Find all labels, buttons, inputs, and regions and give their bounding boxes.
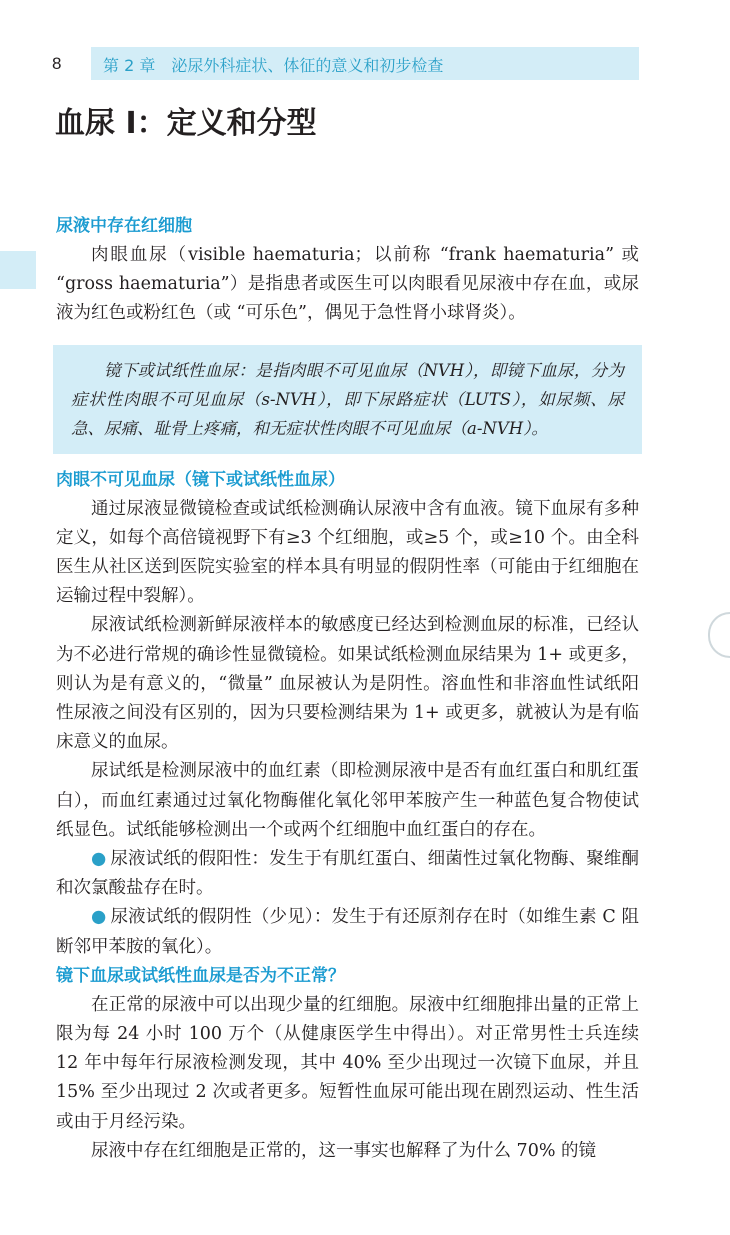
section-heading-rbc-in-urine: 尿液中存在红细胞 <box>56 216 192 236</box>
margin-watermark-mark <box>708 612 730 658</box>
paragraph: 尿试纸是检测尿液中的血红素（即检测尿液中是否有血红蛋白和肌红蛋白），而血红素通过过氧化物酶催化氧化邻甲苯胺产生一种蓝色复合物使试纸显色。试纸能够检测出一个或两个红细胞中血红蛋白的存在。 <box>56 761 639 840</box>
paragraph: 肉眼血尿（visible haematuria；以前称 “frank haematuria” 或 “gross haematuria”）是指患者或医生可以肉眼看见尿液中存在血，或尿液为红色或粉红色（或 “可乐色”，偶见于急性肾小球肾炎）。 <box>56 245 639 324</box>
paragraph: 在正常的尿液中可以出现少量的红细胞。尿液中红细胞排出量的正常上限为每 24 小时 100 万个（从健康医学生中得出）。对正常男性士兵连续 12 年中每年行尿液检测发现，其中 40% 至少出现过一次镜下血尿，并且 15% 至少出现过 2 次或者更多。短暂性血尿可能出现在剧烈运动、性生活或由于月经污染。 <box>56 994 639 1132</box>
bullet-item <box>56 903 639 961</box>
bullet-dot-icon: ● <box>91 907 107 928</box>
page-title: 血尿 Ⅰ：定义和分型 <box>55 106 317 141</box>
page-number: 8 <box>52 54 62 73</box>
bullet-text: 尿液试纸的假阴性（少见）：发生于有还原剂存在时（如维生素 C 阻断邻甲苯胺的氧化）。 <box>56 907 639 957</box>
page-content <box>56 212 639 1166</box>
chapter-edge-tab <box>0 251 36 289</box>
section-heading-nvh: 肉眼不可见血尿（镜下或试纸性血尿） <box>56 469 345 490</box>
section-heading-is-it-abnormal: 镜下血尿或试纸性血尿是否为不正常？ <box>56 965 345 986</box>
chapter-title: 第 2 章 泌尿外科症状、体征的意义和初步检查 <box>103 56 444 75</box>
bullet-text: 尿液试纸的假阳性：发生于有肌红蛋白、细菌性过氧化物酶、聚维酮和次氯酸盐存在时。 <box>56 849 639 899</box>
bullet-dot-icon: ● <box>91 849 107 870</box>
paragraph: 通过尿液显微镜检查或试纸检测确认尿液中含有血液。镜下血尿有多种定义，如每个高倍镜视野下有≥3 个红细胞，或≥5 个，或≥10 个。由全科医生从社区送到医院实验室的样本具有明显的假阴性率（可能由于红细胞在运输过程中裂解）。 <box>56 498 639 607</box>
paragraph: 尿液中存在红细胞是正常的，这一事实也解释了为什么 70% 的镜 <box>91 1140 597 1161</box>
bullet-item <box>56 845 639 903</box>
paragraph: 尿液试纸检测新鲜尿液样本的敏感度已经达到检测血尿的标准，已经认为不必进行常规的确诊性显微镜检。如果试纸检测血尿结果为 1+ 或更多，则认为是有意义的，“微量” 血尿被认为是阴性。溶血性和非溶血性试纸阳性尿液之间没有区别的，因为只要检测结果为 1+ 或更多，就被认为是有临床意义的血尿。 <box>56 615 639 753</box>
callout-text: 镜下或试纸性血尿：是指肉眼不可见血尿（NVH），即镜下血尿，分为症状性肉眼不可见血尿（s-NVH），即下尿路症状（LUTS），如尿频、尿急、尿痛、耻骨上疼痛，和无症状性肉眼不可见血尿（a-NVH）。 <box>71 360 624 438</box>
chapter-header-band <box>91 47 639 80</box>
definition-callout-box <box>53 345 642 454</box>
